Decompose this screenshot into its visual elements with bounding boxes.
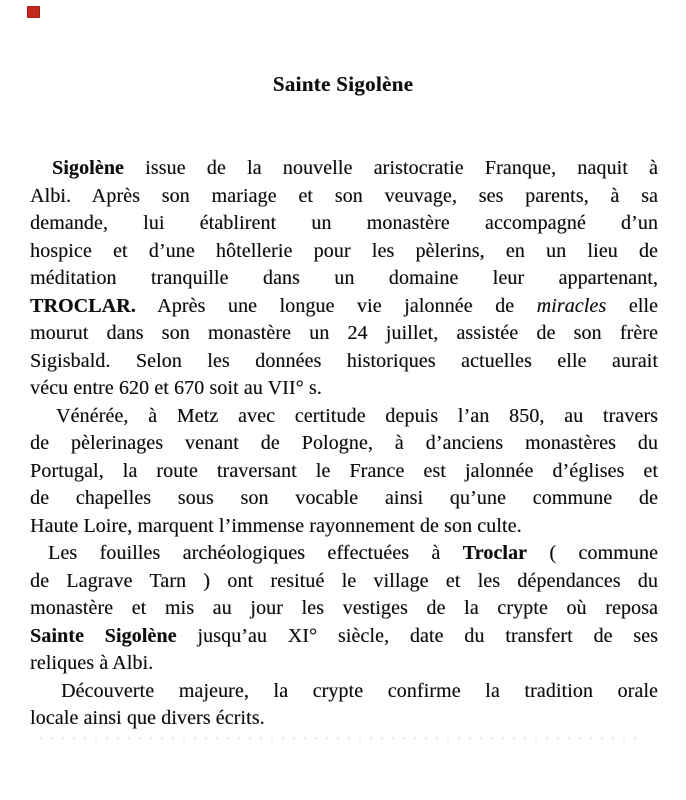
text-line [30,348,658,376]
text-segment: Découverte majeure, la crypte confirme la tradition orale [61,679,658,702]
text-segment: miracles [536,294,607,317]
text-line [30,623,658,651]
text-line [30,320,658,348]
text-line [30,210,658,238]
text-segment: ( commune [527,542,658,564]
text-line [30,265,658,293]
paragraph [30,403,658,541]
text-segment: Sigolène [52,157,124,179]
text-segment: reliques à Albi. [30,652,154,674]
text-line [30,238,658,266]
paragraph [30,540,658,678]
document-body [30,155,658,733]
text-segment: issue de la nouvelle aristocratie Franque, naquit à [123,157,658,179]
text-line [30,458,658,486]
text-line [30,650,658,678]
red-scan-artifact-icon [27,6,40,18]
scan-noise [40,737,640,740]
text-line [30,678,658,706]
paragraph [30,155,658,403]
text-segment: méditation tranquille dans un domaine leur appartenant, [30,267,658,289]
text-segment: Après une longue vie jalonnée de [135,294,537,317]
text-segment: TROCLAR. [30,294,136,317]
text-segment: Haute Loire, marquent l’immense rayonnement de son culte. [30,514,522,537]
text-segment: Sigisbald. Selon les données historiques actuelles elle aurait [30,349,658,372]
text-segment: locale ainsi que divers écrits. [30,707,265,729]
text-segment: de Lagrave Tarn ) ont resitué le village et les dépendances du [30,569,658,592]
text-segment: de chapelles sous son vocable ainsi qu’une commune de [30,487,658,509]
text-segment: Portugal, la route traversant le France est jalonnée d’églises et [30,459,658,482]
text-segment: jusqu’au XI° siècle, date du transfert de ses [176,624,658,647]
text-segment: monastère et mis au jour les vestiges de la crypte où reposa [30,597,658,619]
paragraph [30,678,658,733]
text-line [30,375,658,403]
text-line [30,568,658,596]
text-line [30,155,658,183]
text-line [30,293,658,321]
text-line [30,513,658,541]
text-line [30,705,658,733]
text-segment: Les fouilles archéologiques effectuées à [48,542,463,564]
text-segment: demande, lui établirent un monastère accompagné d’un [30,212,658,234]
text-segment: Sainte Sigolène [30,624,177,647]
text-segment: vécu entre 620 et 670 soit au VII° s. [30,377,322,399]
text-segment: Vénérée, à Metz avec certitude depuis l’an 850, au travers [56,404,658,427]
text-segment: mourut dans son monastère un 24 juillet, assistée de son frère [30,322,658,344]
text-line [30,595,658,623]
text-segment: hospice et d’une hôtellerie pour les pèlerins, en un lieu de [30,239,658,262]
text-segment: Troclar [462,542,528,564]
text-line [30,403,658,431]
text-segment: de pèlerinages venant de Pologne, à d’anciens monastères du [30,432,658,454]
text-line [30,183,658,211]
page-title: Sainte Sigolène [272,72,414,96]
text-line [30,540,658,568]
text-segment: elle [606,294,658,317]
text-segment: Albi. Après son mariage et son veuvage, ses parents, à sa [30,184,658,207]
text-line [30,485,658,513]
text-line [30,430,658,458]
